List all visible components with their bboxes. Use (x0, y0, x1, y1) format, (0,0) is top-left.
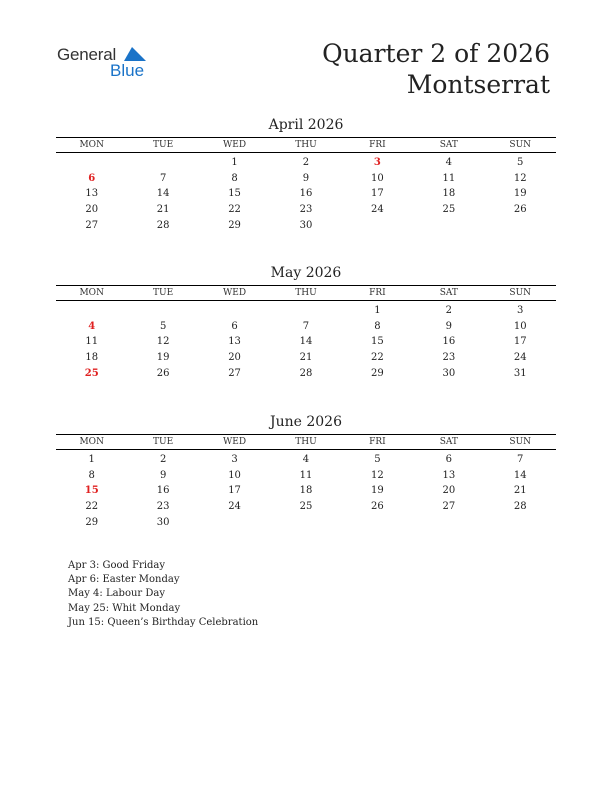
empty-day-cell (199, 515, 270, 531)
empty-day-cell (270, 515, 341, 531)
day-cell: 1 (88, 454, 95, 465)
month-april (56, 116, 556, 233)
day-cell: 19 (513, 188, 527, 200)
week-row (56, 452, 556, 468)
empty-day-cell (127, 155, 198, 171)
day-cell: 24 (513, 352, 527, 364)
day-cell: 3 (231, 454, 238, 465)
week-row (56, 202, 556, 218)
empty-day-cell (485, 515, 556, 531)
day-cell: 5 (517, 157, 524, 168)
weekday-label: THU (295, 437, 317, 447)
day-cell: 7 (302, 320, 310, 332)
day-cell: 13 (228, 336, 241, 348)
week-row (56, 350, 556, 366)
generalblue-logo (57, 45, 157, 81)
day-cell: 8 (88, 469, 95, 481)
day-cell: 22 (371, 352, 384, 364)
day-cell: 22 (85, 501, 99, 513)
day-cell: 21 (513, 485, 527, 497)
day-cell: 23 (156, 501, 170, 513)
empty-day-cell (342, 218, 413, 234)
month-grid (56, 450, 556, 530)
empty-day-cell (413, 218, 484, 234)
day-cell: 20 (85, 204, 99, 216)
weekday-label: WED (223, 140, 247, 150)
day-cell: 17 (371, 188, 384, 200)
day-cell: 14 (299, 336, 313, 348)
day-cell: 11 (299, 469, 313, 481)
day-cell: 11 (85, 336, 99, 348)
day-cell: 15 (228, 188, 241, 200)
day-cell: 10 (371, 172, 384, 184)
day-cell: 27 (85, 219, 99, 231)
day-cell: 31 (513, 367, 527, 379)
day-cell: 2 (159, 454, 167, 465)
weekday-label: SUN (509, 437, 532, 447)
day-cell: 5 (374, 454, 381, 465)
day-cell: 27 (228, 367, 241, 379)
day-cell: 15 (371, 336, 384, 348)
day-cell: 2 (445, 305, 452, 316)
holiday-item: May 4: Labour Day (68, 588, 165, 600)
day-cell: 8 (231, 172, 238, 184)
day-cell: 24 (371, 204, 384, 216)
week-row (56, 366, 556, 382)
week-row (56, 334, 556, 350)
week-row (56, 499, 556, 515)
empty-day-cell (485, 218, 556, 234)
day-cell: 7 (159, 172, 167, 184)
week-row (56, 218, 556, 234)
holiday-day-cell: 3 (373, 157, 381, 168)
weekday-label: FRI (369, 437, 386, 447)
day-cell: 10 (513, 320, 527, 332)
day-cell: 14 (513, 469, 527, 481)
empty-day-cell (270, 303, 341, 319)
weekday-label: FRI (369, 288, 386, 298)
weekday-header (56, 138, 556, 152)
holiday-day-cell: 25 (84, 367, 99, 379)
day-cell: 18 (85, 352, 99, 364)
logo-general-text: General (57, 45, 117, 64)
month-grid (56, 301, 556, 381)
title-quarter: Quarter 2 of 2026 (322, 39, 550, 68)
day-cell: 28 (156, 219, 170, 231)
holiday-item: Jun 15: Queen’s Birthday Celebration (68, 616, 259, 628)
week-row (56, 171, 556, 187)
day-cell: 4 (445, 157, 452, 168)
week-row (56, 468, 556, 484)
day-cell: 12 (156, 336, 170, 348)
weekday-label: FRI (369, 140, 386, 150)
weekday-label: SUN (509, 288, 532, 298)
day-cell: 1 (231, 157, 238, 168)
weekday-label: WED (223, 288, 247, 298)
day-cell: 17 (513, 336, 527, 348)
weekday-label: SAT (439, 437, 458, 447)
day-cell: 16 (442, 336, 456, 348)
holiday-day-cell: 15 (84, 485, 99, 497)
day-cell: 7 (517, 454, 524, 465)
week-row (56, 303, 556, 319)
weekday-label: WED (223, 437, 247, 447)
weekday-label: SUN (509, 140, 532, 150)
weekday-header (56, 286, 556, 300)
day-cell: 21 (156, 204, 170, 216)
day-cell: 29 (85, 516, 99, 528)
day-cell: 1 (374, 305, 381, 316)
week-row (56, 483, 556, 499)
holiday-day-cell: 6 (88, 172, 96, 184)
month-title: June 2026 (269, 414, 342, 430)
month-title: May 2026 (270, 265, 342, 281)
empty-day-cell (56, 155, 127, 171)
day-cell: 4 (302, 454, 310, 465)
day-cell: 23 (442, 352, 456, 364)
day-cell: 17 (228, 485, 241, 497)
day-cell: 6 (445, 454, 452, 465)
week-row (56, 515, 556, 531)
day-cell: 23 (299, 204, 313, 216)
day-cell: 18 (299, 485, 313, 497)
day-cell: 30 (156, 516, 170, 528)
day-cell: 6 (231, 320, 238, 332)
day-cell: 16 (156, 485, 170, 497)
day-cell: 26 (156, 367, 170, 379)
holiday-item: Apr 6: Easter Monday (68, 574, 180, 586)
weekday-label: SAT (439, 140, 458, 150)
weekday-header (56, 435, 556, 449)
weekday-label: TUE (153, 288, 174, 298)
day-cell: 29 (371, 367, 384, 379)
day-cell: 28 (513, 501, 527, 513)
day-cell: 12 (513, 172, 527, 184)
day-cell: 21 (299, 352, 313, 364)
empty-day-cell (56, 303, 127, 319)
holiday-list (68, 559, 258, 630)
day-cell: 9 (445, 320, 452, 332)
day-cell: 30 (442, 367, 456, 379)
day-cell: 27 (442, 501, 456, 513)
empty-day-cell (342, 515, 413, 531)
day-cell: 20 (228, 352, 241, 364)
day-cell: 11 (442, 172, 456, 184)
month-grid (56, 153, 556, 233)
day-cell: 3 (517, 305, 524, 316)
empty-day-cell (413, 515, 484, 531)
day-cell: 19 (156, 352, 170, 364)
empty-day-cell (199, 303, 270, 319)
week-row (56, 186, 556, 202)
day-cell: 9 (159, 469, 167, 481)
day-cell: 26 (513, 204, 527, 216)
weekday-label: MON (79, 288, 104, 298)
weekday-label: SAT (439, 288, 458, 298)
week-row (56, 319, 556, 335)
triangle-logo-icon (124, 47, 146, 61)
day-cell: 13 (442, 469, 456, 481)
holiday-day-cell: 4 (88, 320, 96, 332)
day-cell: 22 (228, 204, 241, 216)
weekday-label: TUE (153, 140, 174, 150)
week-row (56, 155, 556, 171)
day-cell: 9 (302, 172, 310, 184)
month-may (56, 264, 556, 381)
day-cell: 2 (302, 157, 310, 168)
weekday-label: MON (79, 437, 104, 447)
title-country: Montserrat (406, 70, 550, 99)
day-cell: 13 (85, 188, 99, 200)
logo-blue-text: Blue (110, 61, 145, 80)
day-cell: 26 (371, 501, 384, 513)
day-cell: 10 (228, 469, 241, 481)
day-cell: 29 (228, 219, 241, 231)
weekday-label: THU (295, 288, 317, 298)
holiday-item: May 25: Whit Monday (68, 602, 181, 614)
weekday-label: MON (79, 140, 104, 150)
day-cell: 19 (371, 485, 384, 497)
empty-day-cell (127, 303, 198, 319)
month-title: April 2026 (268, 117, 344, 133)
day-cell: 30 (299, 219, 313, 231)
day-cell: 24 (228, 501, 241, 513)
day-cell: 5 (159, 320, 167, 332)
weekday-label: TUE (153, 437, 174, 447)
page-title (322, 38, 550, 100)
day-cell: 20 (442, 485, 456, 497)
day-cell: 16 (299, 188, 313, 200)
weekday-label: THU (295, 140, 317, 150)
day-cell: 25 (299, 501, 313, 513)
day-cell: 18 (442, 188, 456, 200)
holiday-item: Apr 3: Good Friday (68, 560, 166, 571)
day-cell: 12 (371, 469, 384, 481)
day-cell: 25 (442, 204, 456, 216)
month-june (56, 413, 556, 530)
day-cell: 28 (299, 367, 313, 379)
day-cell: 8 (374, 320, 381, 332)
day-cell: 14 (156, 188, 170, 200)
